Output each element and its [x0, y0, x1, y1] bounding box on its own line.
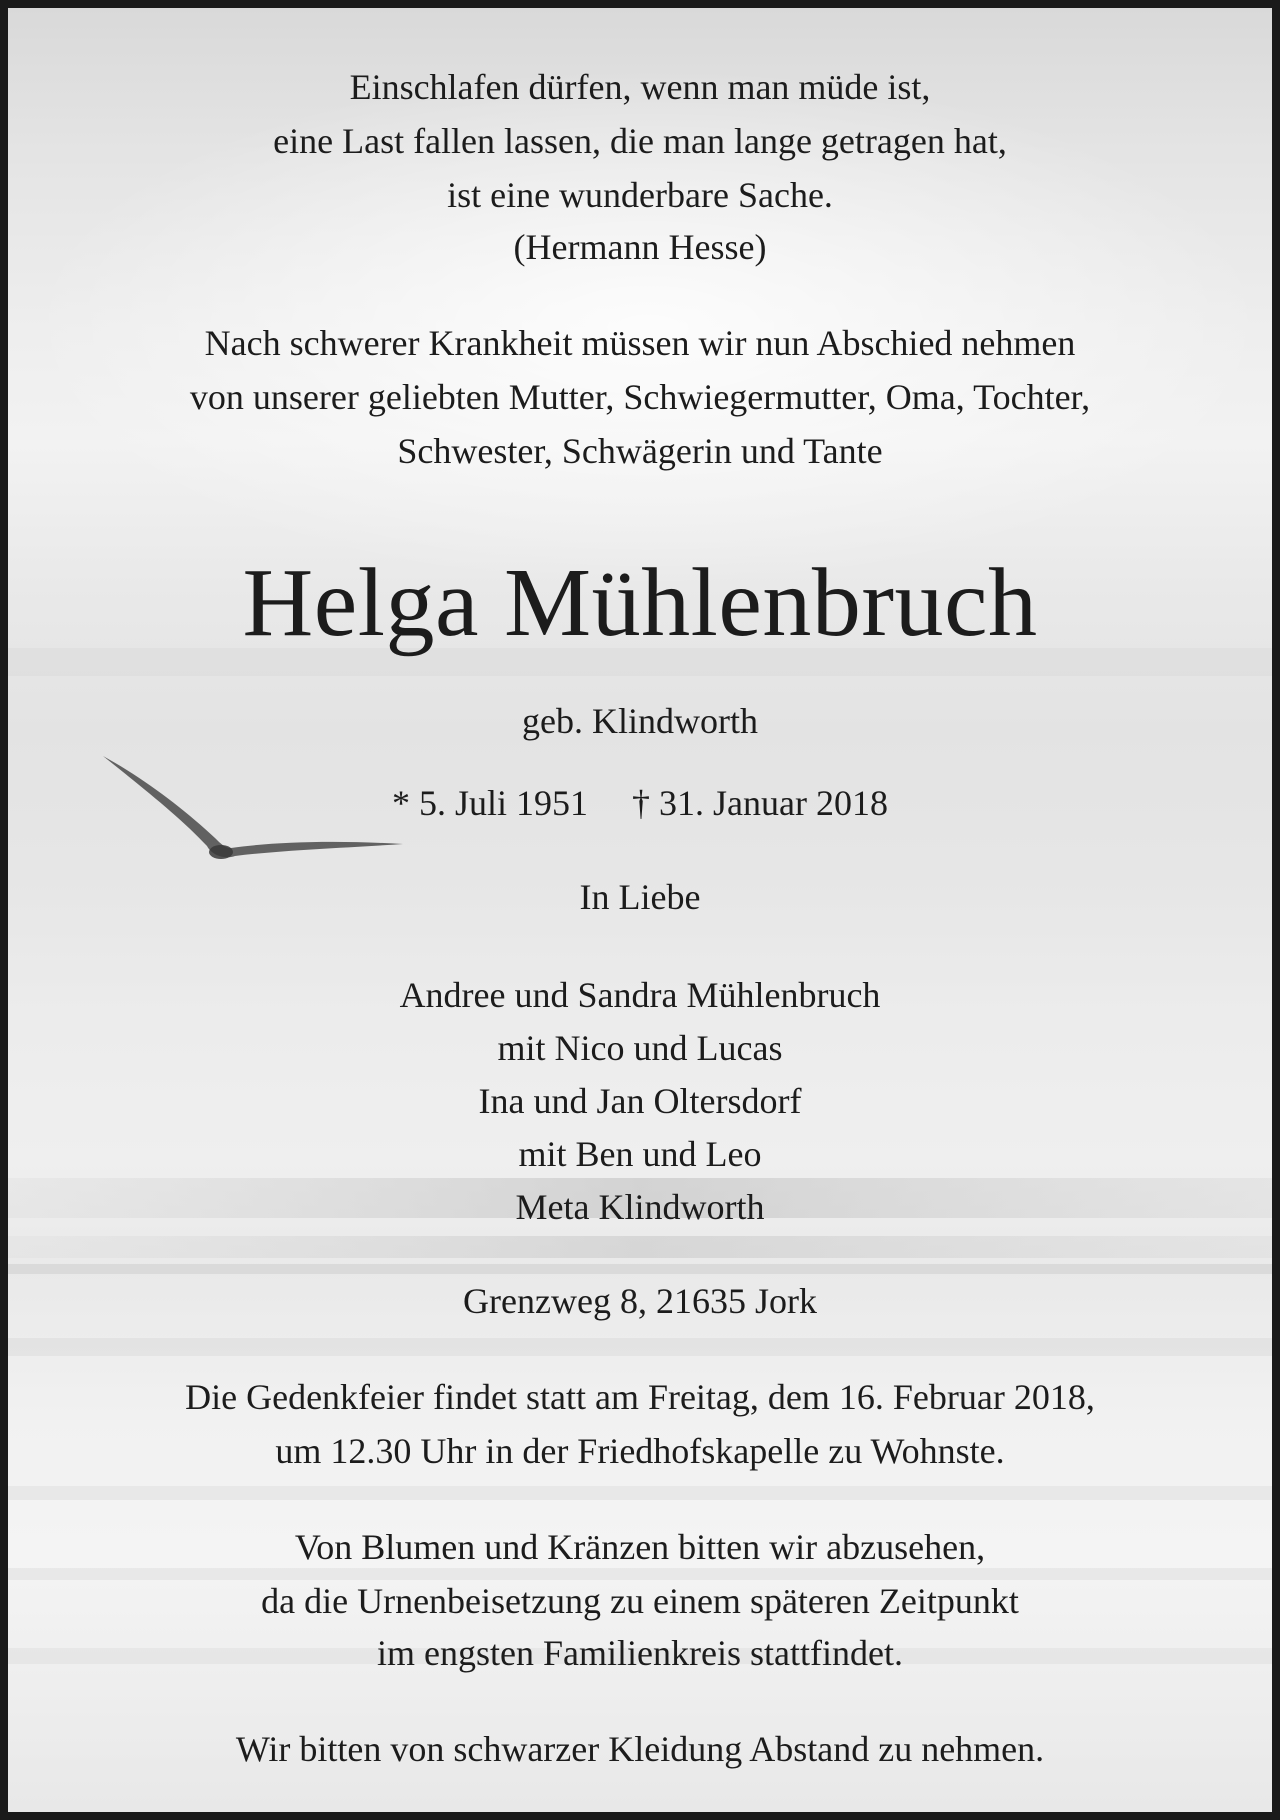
mourner-line: mit Nico und Lucas [497, 1028, 783, 1068]
deceased-name: Helga Mühlenbruch [242, 549, 1038, 657]
ceremony-line: Die Gedenkfeier findet statt am Freitag, dem 16. Februar 2018, [185, 1377, 1095, 1417]
mourner-line: Ina und Jan Oltersdorf [478, 1081, 802, 1121]
flowers-line: Von Blumen und Kränzen bitten wir abzusehen, [294, 1527, 986, 1567]
birth-date: * 5. Juli 1951 [392, 783, 589, 823]
mourner-line: Andree und Sandra Mühlenbruch [399, 975, 881, 1015]
quote-line: ist eine wunderbare Sache. [447, 175, 833, 215]
address-line: Grenzweg 8, 21635 Jork [463, 1281, 817, 1321]
flowers-line: da die Urnenbeisetzung zu einem späteren Zeitpunkt [261, 1581, 1019, 1621]
ceremony-line: um 12.30 Uhr in der Friedhofskapelle zu Wohnste. [275, 1431, 1005, 1471]
quote-author: (Hermann Hesse) [513, 227, 767, 267]
birth-name: geb. Klindworth [522, 701, 758, 741]
clothing-line: Wir bitten von schwarzer Kleidung Abstand zu nehmen. [235, 1729, 1045, 1769]
intro-line: Nach schwerer Krankheit müssen wir nun Abschied nehmen [204, 323, 1076, 363]
quote-line: eine Last fallen lassen, die man lange getragen hat, [273, 121, 1007, 161]
death-date: † 31. Januar 2018 [632, 783, 888, 823]
flowers-line: im engsten Familienkreis stattfindet. [377, 1633, 903, 1673]
mourner-line: mit Ben und Leo [518, 1134, 762, 1174]
mourner-line: Meta Klindworth [515, 1187, 765, 1227]
quote-line: Einschlafen dürfen, wenn man müde ist, [349, 67, 931, 107]
life-dates [8, 776, 1272, 830]
intro-line: Schwester, Schwägerin und Tante [397, 431, 883, 471]
intro-line: von unserer geliebten Mutter, Schwiegermutter, Oma, Tochter, [189, 377, 1091, 417]
in-love-line: In Liebe [579, 877, 701, 917]
